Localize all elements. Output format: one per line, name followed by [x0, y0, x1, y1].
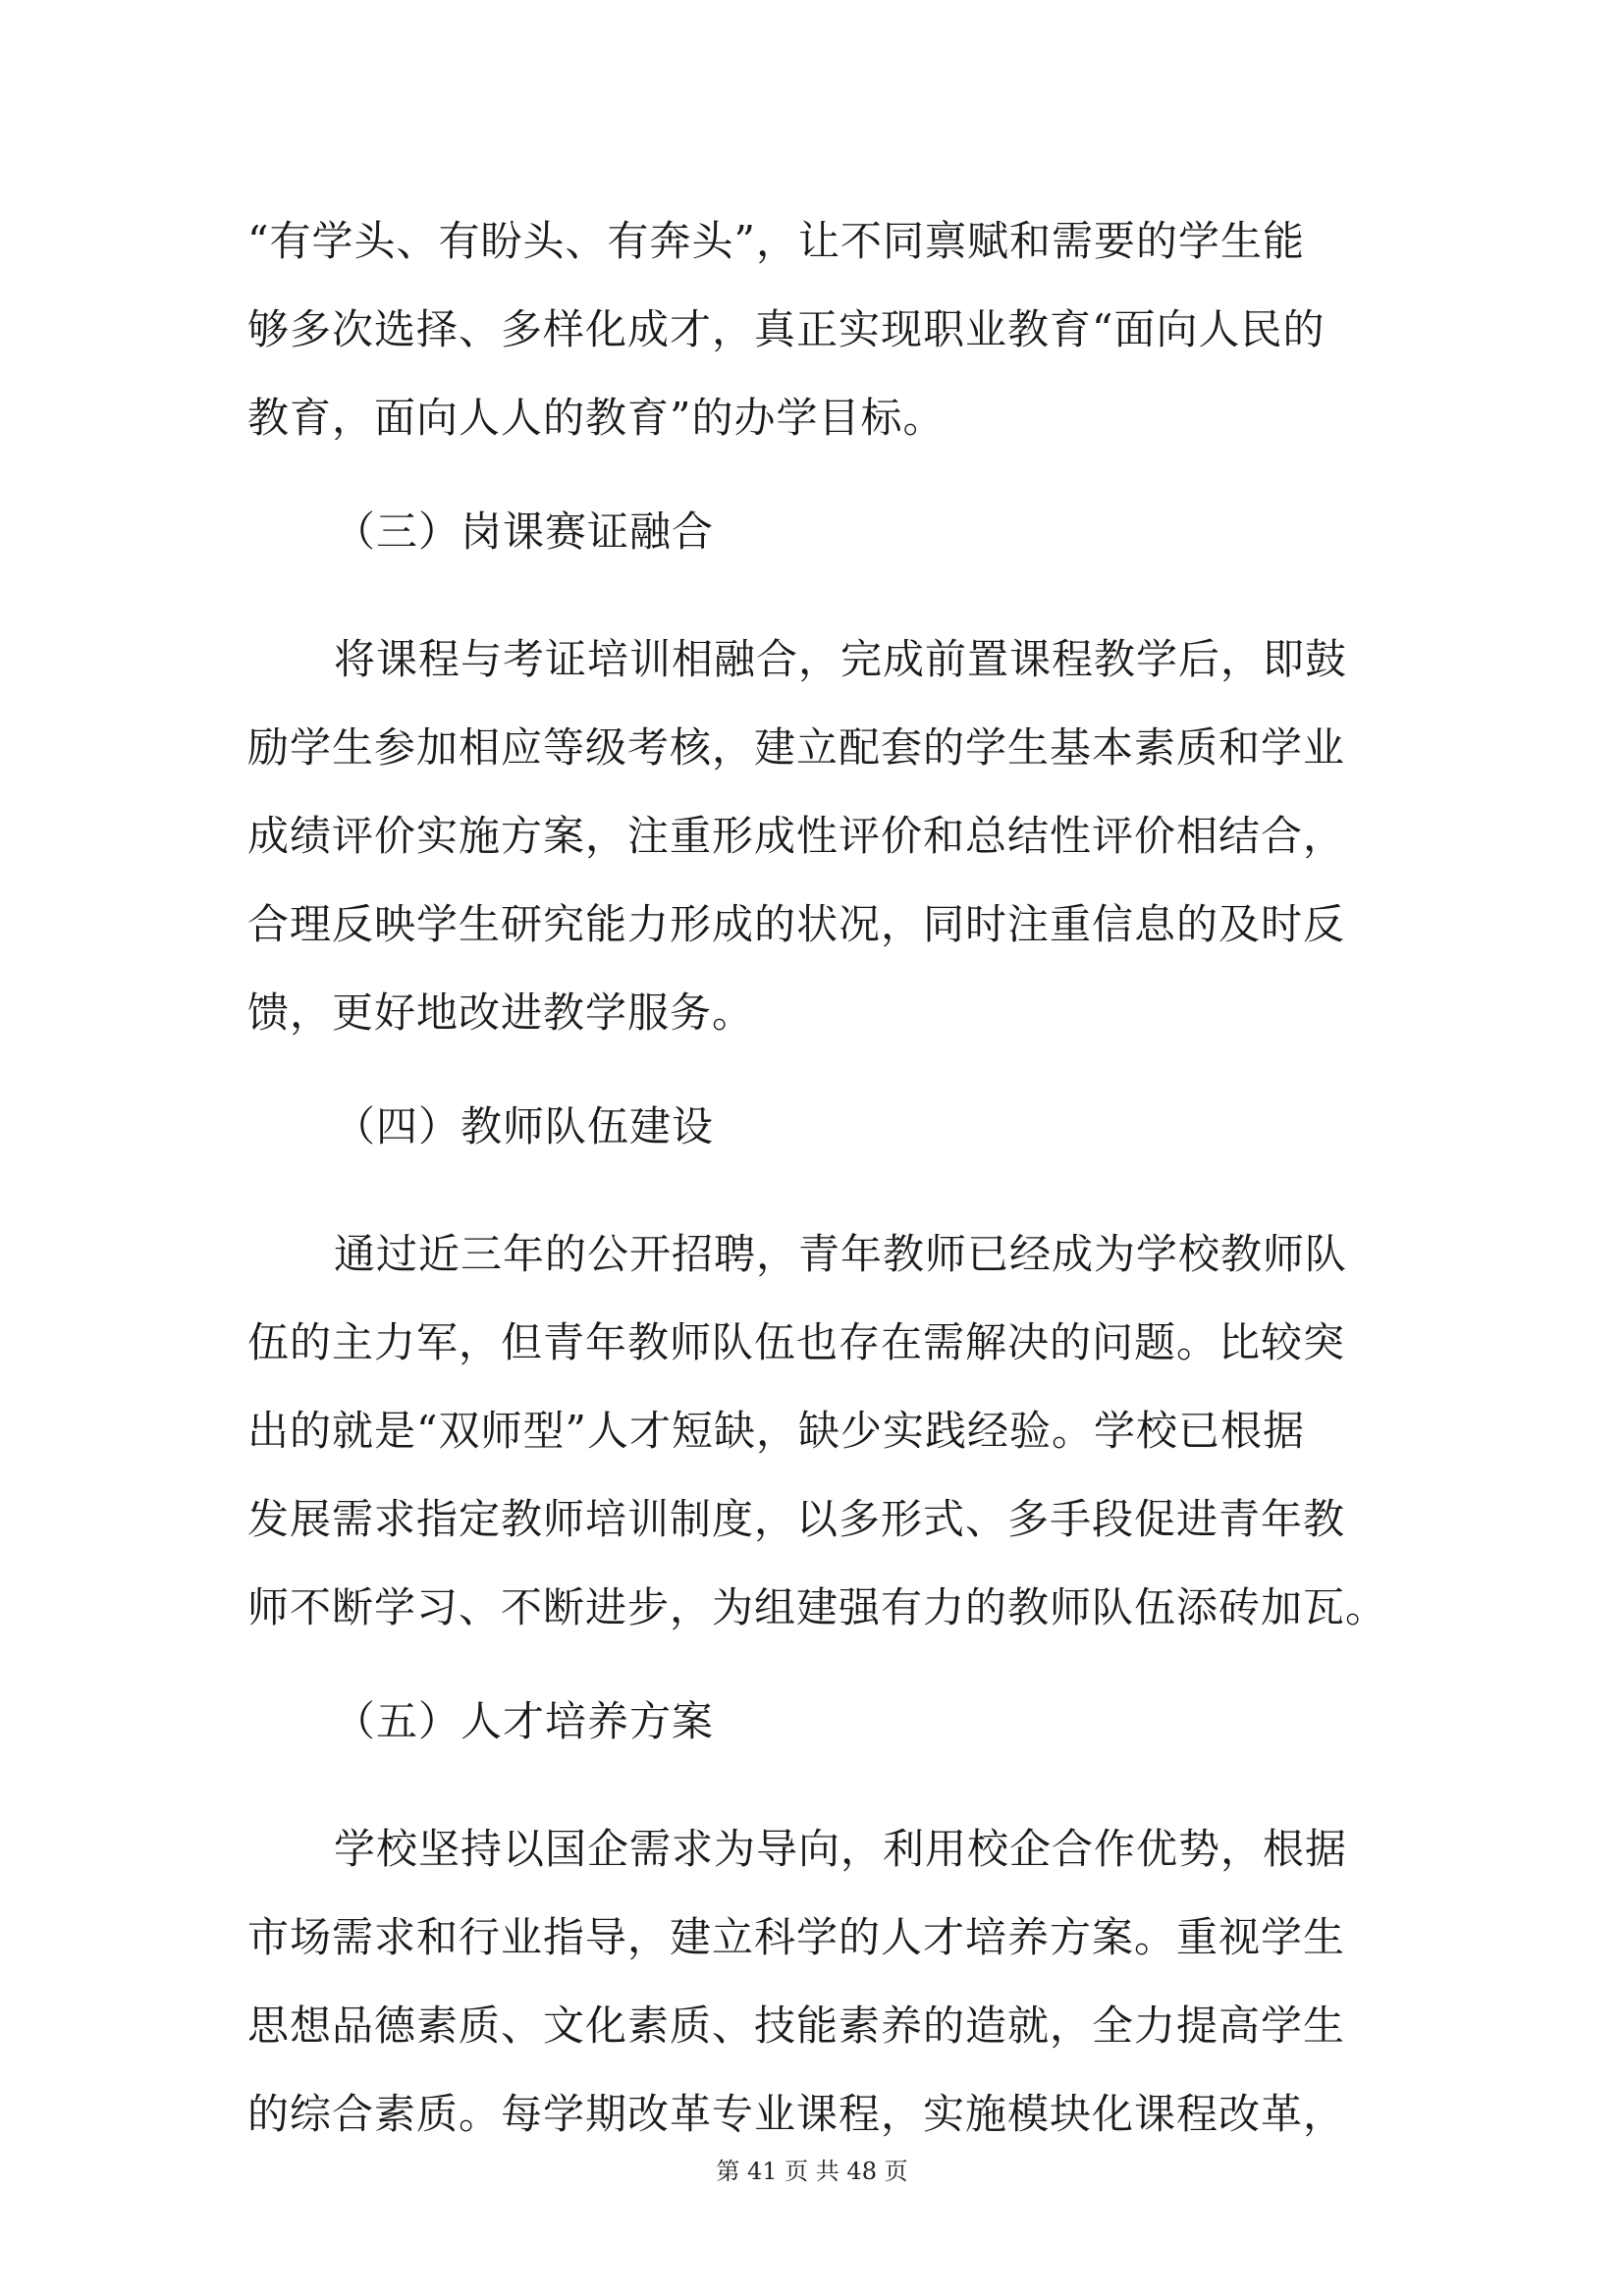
paragraph-line: 思想品德素质、文化素质、技能素养的造就，全力提高学生 — [247, 2002, 1346, 2050]
paragraph-line: 的综合素质。每学期改革专业课程，实施模块化课程改革， — [247, 2090, 1346, 2138]
paragraph-line: 合理反映学生研究能力形成的状况，同时注重信息的及时反 — [247, 900, 1346, 948]
text-line — [0, 1987, 1624, 2065]
paragraph-line: 通过近三年的公开招聘，青年教师已经成为学校教师队 — [334, 1230, 1348, 1278]
paragraph-line: 将课程与考证培训相融合，完成前置课程教学后，即鼓 — [334, 635, 1348, 683]
text-line — [0, 709, 1624, 787]
paragraph-line: 励学生参加相应等级考核，建立配套的学生基本素质和学业 — [247, 723, 1346, 772]
section-heading — [0, 1682, 1624, 1761]
text-line — [0, 1215, 1624, 1294]
paragraph-line: 馈，更好地改进教学服务。 — [247, 988, 755, 1037]
paragraph-line: 伍的主力军，但青年教师队伍也存在需解决的问题。比较突 — [247, 1318, 1346, 1366]
text-line — [0, 379, 1624, 457]
paragraph-line: 学校坚持以国企需求为导向，利用校企合作优势，根据 — [334, 1825, 1348, 1873]
paragraph-line: 教育，面向人人的教育”的办学目标。 — [247, 394, 946, 442]
section-heading — [0, 1088, 1624, 1166]
heading-text: （五）人才培养方案 — [334, 1697, 715, 1745]
text-line — [0, 1810, 1624, 1889]
heading-text: （四）教师队伍建设 — [334, 1102, 715, 1150]
paragraph-line: 成绩评价实施方案，注重形成性评价和总结性评价相结合， — [247, 812, 1346, 860]
text-line — [0, 1392, 1624, 1470]
paragraph-line: 够多次选择、多样化成才，真正实现职业教育“面向人民的 — [247, 305, 1326, 353]
text-line — [0, 291, 1624, 369]
text-line — [0, 620, 1624, 699]
paragraph-line: 发展需求指定教师培训制度，以多形式、多手段促进青年教 — [247, 1495, 1346, 1543]
heading-text: （三）岗课赛证融合 — [334, 507, 715, 556]
text-line — [0, 885, 1624, 964]
paragraph-line: “有学头、有盼头、有奔头”，让不同禀赋和需要的学生能 — [247, 217, 1305, 265]
text-line — [0, 974, 1624, 1052]
page-footer — [0, 2152, 1624, 2191]
section-heading — [0, 493, 1624, 571]
text-line — [0, 2075, 1624, 2154]
paragraph-line: 市场需求和行业指导，建立科学的人才培养方案。重视学生 — [247, 1913, 1346, 1961]
paragraph-line: 师不断学习、不断进步，为组建强有力的教师队伍添砖加瓦。 — [247, 1583, 1388, 1631]
page-number: 第 41 页 共 48 页 — [716, 2158, 908, 2185]
text-line — [0, 202, 1624, 281]
paragraph-line: 出的就是“双师型”人才短缺，缺少实践经验。学校已根据 — [247, 1407, 1305, 1455]
text-line — [0, 797, 1624, 876]
text-line — [0, 1304, 1624, 1382]
text-line — [0, 1480, 1624, 1559]
text-line — [0, 1898, 1624, 1977]
text-line — [0, 1569, 1624, 1647]
